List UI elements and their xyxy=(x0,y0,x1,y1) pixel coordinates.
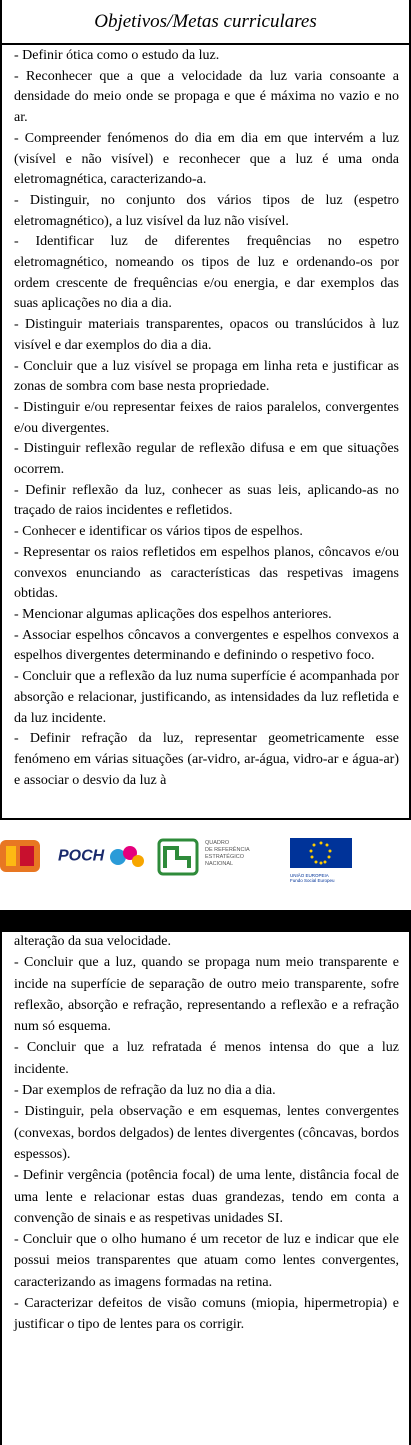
objective-item: - Conhecer e identificar os vários tipos de espelhos. xyxy=(14,524,303,540)
objective-item: - Caracterizar defeitos de visão comuns (miopia, hipermetropia) e justificar o tipo de lentes para os corrigir. xyxy=(14,1296,399,1333)
objective-item: - Mencionar algumas aplicações dos espelhos anteriores. xyxy=(14,606,332,622)
objective-item: - Representar os raios refletidos em espelhos planos, côncavos e/ou convexos enunciando as características das respetivas imagens obtidas. xyxy=(14,544,399,602)
objective-item: - Identificar luz de diferentes frequências no espetro eletromagnético, nomeando os tipos de luz e ordenando-os por ordem crescente de frequências e/ou energia, e dar exemplos das suas aplicações no dia a dia. xyxy=(14,234,399,312)
eu-flag-icon xyxy=(290,838,352,868)
objective-item: - Concluir que a luz visível se propaga em linha reta e justificar as zonas de sombra com base nesta propriedade. xyxy=(14,358,399,395)
table-header xyxy=(2,0,409,45)
objective-item: - Definir refração da luz, representar geometricamente esse fenómeno em várias situações (ar-vidro, ar-água, vidro-ar e água-ar) e associar o desvio da luz à xyxy=(14,731,399,788)
pocp-logo xyxy=(0,836,46,876)
objective-item: - Definir vergência (potência focal) de uma lente, distância focal de uma lente e relacionar estas duas grandezas, tendo em conta a convenção de sinais e as respetivas unidades SI. xyxy=(14,1168,399,1226)
qren-logo-text: QUADRO DE REFERÊNCIA ESTRATÉGICO NACIONAL xyxy=(205,840,250,867)
objective-item: alteração da sua velocidade. xyxy=(14,934,172,949)
objectives-table-part2 xyxy=(0,931,411,1445)
objective-item: - Definir reflexão da luz, conhecer as suas leis, aplicando-as no traçado de raios incidentes e refletidos. xyxy=(14,482,399,519)
objective-item: - Distinguir, pela observação e em esquemas, lentes convergentes (convexas, bordos delgados) de lentes divergentes (côncavas, bordos espessos). xyxy=(14,1104,400,1162)
objective-item: - Distinguir materiais transparentes, opacos ou translúcidos à luz visível e dar exemplos do dia a dia. xyxy=(14,317,399,353)
objectives-list-1 xyxy=(2,45,409,791)
objective-item: - Concluir que o olho humano é um recetor de luz e indicar que ele possui meios transparentes que atuam como lentes convergentes, caracterizando as imagens formadas na retina. xyxy=(14,1232,399,1290)
header-title: Objetivos/Metas curriculares xyxy=(94,10,317,32)
objective-item: - Dar exemplos de refração da luz no dia a dia. xyxy=(14,1083,276,1099)
objective-item: - Concluir que a reflexão da luz numa superfície é acompanhada por absorção e relacionar, justificando, as intensidades da luz refletida e da luz incidente. xyxy=(14,669,399,726)
qren-logo-icon xyxy=(157,838,201,876)
funding-logos-strip xyxy=(0,826,411,884)
objective-item: - Associar espelhos côncavos a convergentes e espelhos convexos a espelhos divergentes determinando e definindo o respetivo foco. xyxy=(14,627,399,664)
objective-item: - Distinguir reflexão regular de reflexão difusa e em que situações ocorrem. xyxy=(14,441,399,478)
objective-item: - Distinguir, no conjunto dos vários tipos de luz (espetro eletromagnético), a luz visível da luz não visível. xyxy=(14,192,399,229)
objective-item: - Concluir que a luz refratada é menos intensa do que a luz incidente. xyxy=(14,1040,399,1077)
objective-item: - Reconhecer que a que a velocidade da luz varia consoante a densidade do meio onde se propaga e que é máxima no vazio e no ar. xyxy=(14,68,399,126)
poch-swirl-icon xyxy=(108,844,148,870)
objective-item: - Definir ótica como o estudo da luz. xyxy=(14,48,220,63)
objective-item: - Concluir que a luz, quando se propaga num meio transparente e incide na superfície de separação de outro meio transparente, sofre reflexão, absorção e refração, representando a reflexão e a refração num só esquema. xyxy=(14,955,399,1035)
objective-item: - Compreender fenómenos do dia em dia em que intervém a luz (visível e não visível) e reconhecer que a luz é uma onda eletromagnética, caracterizando-a. xyxy=(14,130,399,188)
objectives-list-2 xyxy=(2,931,409,1336)
poch-logo: POCH xyxy=(58,844,148,870)
page-separator-bar xyxy=(0,910,411,932)
eu-logo: UNIÃO EUROPEIA Fundo Social Europeu xyxy=(290,838,352,883)
objective-item: - Distinguir e/ou representar feixes de raios paralelos, convergentes e/ou divergentes. xyxy=(14,399,399,436)
